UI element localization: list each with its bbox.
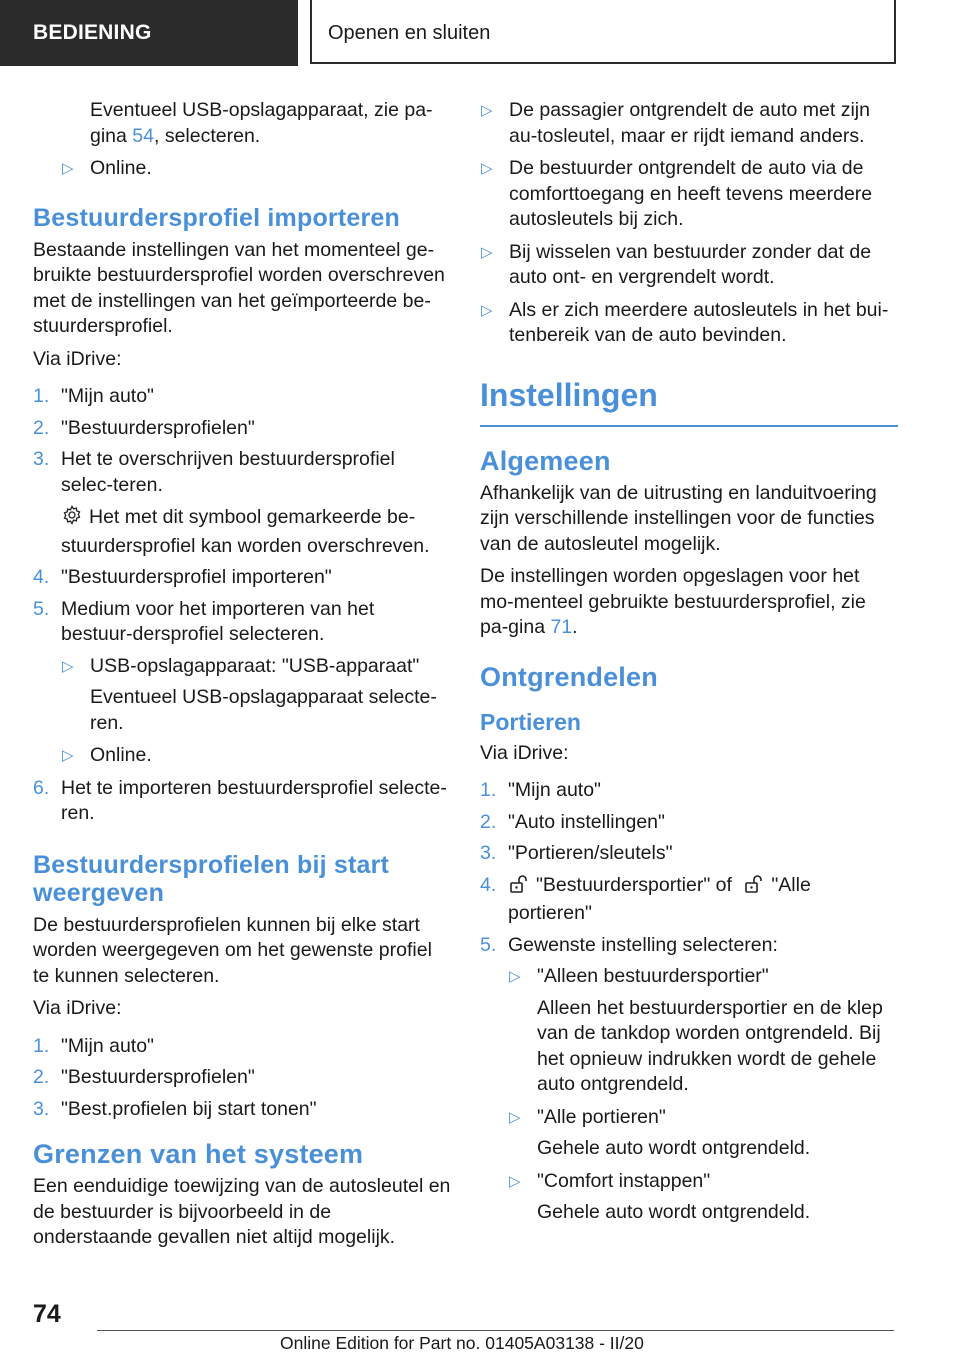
triangle-bullet-icon: ▷ (481, 102, 493, 119)
section-title: BEDIENING (0, 0, 298, 66)
heading-import-profile: Bestuurdersprofiel importeren (33, 203, 400, 232)
limit-cases (480, 98, 898, 349)
heading-settings: Instellingen (480, 375, 898, 427)
via-idrive: Via iDrive: (480, 741, 569, 764)
left-column (33, 98, 451, 1258)
unlock-icon (508, 874, 530, 902)
footer-divider (97, 1330, 894, 1331)
list-item: 3. "Portieren/sleutels" (480, 842, 673, 864)
page-link-71[interactable]: 71 (550, 616, 573, 638)
start-steps (33, 1034, 451, 1123)
list-item: ▷ Online. (61, 743, 451, 769)
list-item: 1. "Mijn auto" (33, 385, 154, 407)
step-note: Het met dit symbool gemarkeerde be-stuurdersprofiel kan worden overschreven. (61, 506, 430, 557)
list-item: 2. "Bestuurdersprofielen" (33, 1066, 255, 1088)
list-item: 4. "Bestuurdersportier" of "Alle portieren" (480, 873, 811, 924)
media-options (61, 654, 451, 769)
via-idrive: Via iDrive: (33, 347, 122, 370)
unlock-icon (743, 874, 765, 902)
list-item: 1. "Mijn auto" (33, 1034, 154, 1057)
triangle-bullet-icon: ▷ (481, 160, 493, 177)
list-item: ▷ USB-opslagapparaat: "USB-apparaat" Eventueel USB-opslagapparaat selecte-ren. (62, 654, 437, 734)
via-idrive: Via iDrive: (33, 997, 122, 1019)
heading-general: Algemeen (480, 445, 611, 476)
list-item: 5. Medium voor het importeren van het bestuur-dersprofiel selecteren. ▷ USB-opslagapparaat: "USB-apparaat" Eventueel USB-opslagapparaat selecte-ren. ▷ Online. (33, 597, 451, 769)
continued-text: Eventueel USB-opslagapparaat, zie pa-gina 54, selecteren. (90, 99, 433, 147)
list-item: 3. "Best.profielen bij start tonen" (33, 1097, 317, 1120)
list-item: ▷ Bij wisselen van bestuurder zonder dat de auto ont- en vergrendelt wordt. (481, 240, 872, 288)
paragraph: Bestaande instellingen van het momenteel ge-bruikte bestuurdersprofiel worden overschreven met de instellingen van het geïmporteerde be-stuurdersprofiel. (33, 238, 445, 337)
paragraph: De bestuurdersprofielen kunnen bij elke start worden weergegeven om het gewenste profiel te kunnen selecteren. (33, 913, 432, 987)
list-item: 2. "Bestuurdersprofielen" (33, 416, 255, 439)
triangle-bullet-icon: ▷ (509, 968, 521, 985)
heading-doors: Portieren (480, 708, 581, 735)
list-item: ▷ De passagier ontgrendelt de auto met zijn au-tosleutel, maar er rijdt iemand anders. (481, 99, 870, 147)
list-item: 6. Het te importeren bestuurdersprofiel selecte-ren. (33, 776, 447, 824)
triangle-bullet-icon: ▷ (62, 160, 74, 177)
list-item: ▷ Als er zich meerdere autosleutels in het bui-tenbereik van de auto bevinden. (481, 298, 889, 346)
list-item: 3. Het te overschrijven bestuurdersprofiel selec-teren. Het met dit symbool gemarkeerde be-stuurdersprofiel kan worden overschreven. (33, 447, 451, 559)
list-item: ▷ "Alleen bestuurdersportier" Alleen het bestuurdersportier en de klep van de tankdop worden ontgrendeld. Bij het opnieuw indrukken wordt de gehele auto ontgrendeld. (509, 965, 883, 1095)
door-steps (480, 778, 898, 1226)
triangle-bullet-icon: ▷ (62, 657, 74, 675)
gear-icon (61, 504, 83, 534)
heading-unlock: Ontgrendelen (480, 661, 658, 692)
chapter-title: Openen en sluiten (310, 0, 896, 64)
paragraph: Afhankelijk van de uitrusting en landuitvoering zijn verschillende instellingen voor de functies van de autosleutel mogelijk. (480, 481, 877, 555)
list-item: ▷ "Alle portieren" Gehele auto wordt ontgrendeld. (509, 1105, 811, 1159)
heading-start-profiles: Bestuurdersprofielen bij start weergeven (33, 850, 390, 907)
right-column (480, 98, 898, 1233)
page-header (0, 0, 960, 66)
triangle-bullet-icon: ▷ (509, 1172, 521, 1190)
triangle-bullet-icon: ▷ (481, 243, 493, 261)
list-item: 1. "Mijn auto" (480, 779, 601, 801)
page-number: 74 (33, 1300, 61, 1328)
heading-system-limits: Grenzen van het systeem (33, 1139, 364, 1169)
triangle-bullet-icon: ▷ (509, 1108, 521, 1126)
triangle-bullet-icon: ▷ (62, 747, 74, 764)
import-steps (33, 384, 451, 827)
list-item: ▷ De bestuurder ontgrendelt de auto via de comforttoegang en heeft tevens meerdere autosleutels bij zich. (481, 157, 873, 230)
list-item: 2. "Auto instellingen" (480, 810, 665, 833)
list-item: ▷ "Comfort instappen" Gehele auto wordt ontgrendeld. (509, 1169, 811, 1223)
list-item: 4. "Bestuurdersprofiel importeren" (33, 566, 332, 588)
list-item: 5. Gewenste instelling selecteren: ▷ "Alleen bestuurdersportier" Alleen het bestuurdersportier en de klep van de tankdop worden ontgrendeld. Bij het opnieuw indrukken wordt de gehele auto ontgrendeld. ▷ "Alle portieren" Gehele auto wordt ontgrendeld. ▷ "Comfort instappen" Gehele auto wordt ontgrendeld. (480, 933, 898, 1226)
door-options (508, 964, 898, 1226)
paragraph: De instellingen worden opgeslagen voor het mo-menteel gebruikte bestuurdersprofiel, zie pa-gina 71. (480, 565, 866, 638)
edition-footer: Online Edition for Part no. 01405A03138 - II/20 (280, 1333, 644, 1353)
triangle-bullet-icon: ▷ (481, 301, 493, 319)
list-item: ▷ Online. (61, 156, 451, 182)
page-link-54[interactable]: 54 (132, 124, 154, 147)
paragraph: Een eenduidige toewijzing van de autosleutel en de bestuurder is bijvoorbeeld in de onderstaande gevallen niet altijd mogelijk. (33, 1175, 451, 1248)
